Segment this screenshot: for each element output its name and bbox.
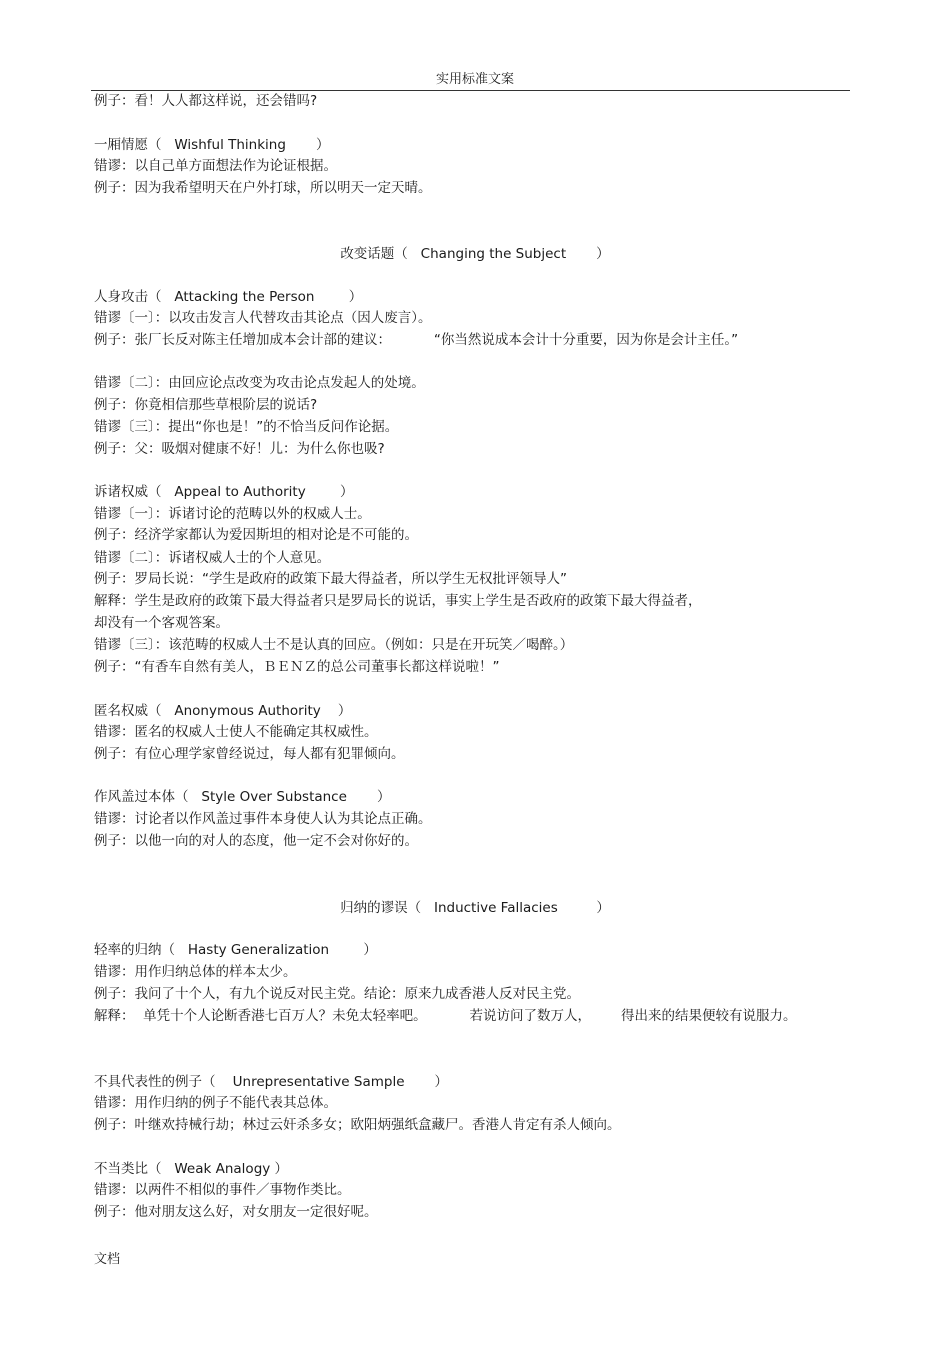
- text-line: 例子：有位心理学家曾经说过，每人都有犯罪倾向。: [94, 746, 405, 762]
- text-line: 例子：因为我希望明天在户外打球，所以明天一定天晴。: [94, 180, 432, 196]
- text-line: 例子：父：吸烟对健康不好！儿：为什么你也吸?: [94, 441, 385, 457]
- page-header: 实用标准文案: [435, 72, 514, 87]
- page-footer: 文档: [94, 1252, 121, 1267]
- text-line: 错谬：以自己单方面想法作为论证根据。: [94, 158, 337, 174]
- text-line: 错谬：用作归纳总体的样本太少。: [94, 964, 297, 980]
- text-line: 错谬〔二〕：由回应论点改变为攻击论点发起人的处境。: [94, 375, 425, 391]
- chapter-heading: 改变话题（ Changing the Subject ）: [340, 246, 610, 262]
- section-heading: 轻率的归纳（ Hasty Generalization ）: [94, 942, 377, 958]
- text-line: 错谬：匿名的权威人士使人不能确定其权威性。: [94, 724, 378, 740]
- text-line: 例子：他对朋友这么好，对女朋友一定很好呢。: [94, 1204, 378, 1220]
- text-line: 解释：学生是政府的政策下最大得益者只是罗局长的说话，事实上学生是否政府的政策下最大得益者，: [94, 593, 702, 609]
- header-divider: [91, 90, 850, 91]
- section-heading: 一厢情愿（ Wishful Thinking ）: [94, 137, 330, 153]
- text-line: 例子：看！人人都这样说，还会错吗?: [94, 93, 318, 109]
- text-line: 例子：我问了十个人，有九个说反对民主党。结论：原来九成香港人反对民主党。: [94, 986, 580, 1002]
- text-line: 例子：以他一向的对人的态度，他一定不会对你好的。: [94, 833, 418, 849]
- text-line: 错谬：讨论者以作风盖过事件本身使人认为其论点正确。: [94, 811, 432, 827]
- text-line: 例子：叶继欢持械行劫；林过云奸杀多女；欧阳炳强纸盒藏尸。香港人肯定有杀人倾向。: [94, 1117, 621, 1133]
- text-line: 例子：张厂长反对陈主任增加成本会计部的建议： “你当然说成本会计十分重要，因为你是会计主任。”: [94, 332, 739, 348]
- text-line: 解释： 单凭十个人论断香港七百万人？未免太轻率吧。 若说访问了数万人， 得出来的结果便较有说服力。: [94, 1008, 797, 1024]
- section-heading: 人身攻击（ Attacking the Person ）: [94, 289, 363, 305]
- text-line: 例子：罗局长说：“学生是政府的政策下最大得益者，所以学生无权批评领导人”: [94, 571, 567, 587]
- section-heading: 作风盖过本体（ Style Over Substance ）: [94, 789, 391, 805]
- text-line: 错谬〔三〕：提出“你也是！”的不恰当反问作论据。: [94, 419, 399, 435]
- text-line: 例子：你竟相信那些草根阶层的说话?: [94, 397, 318, 413]
- section-heading: 不具代表性的例子（ Unrepresentative Sample ）: [94, 1074, 449, 1090]
- text-line: 错谬〔一〕：诉诸讨论的范畴以外的权威人士。: [94, 506, 371, 522]
- text-line: 例子：“有香车自然有美人，ＢＥＮＺ的总公司董事长都这样说啦！”: [94, 659, 500, 675]
- text-line: 错谬〔二〕：诉诸权威人士的个人意见。: [94, 550, 331, 566]
- text-line: 错谬：用作归纳的例子不能代表其总体。: [94, 1095, 337, 1111]
- section-heading: 匿名权威（ Anonymous Authority ）: [94, 703, 352, 719]
- chapter-heading: 归纳的谬误（ Inductive Fallacies ）: [340, 900, 610, 916]
- text-line: 错谬〔一〕：以攻击发言人代替攻击其论点（因人废言）。: [94, 310, 432, 326]
- section-heading: 诉诸权威（ Appeal to Authority ）: [94, 484, 354, 500]
- text-line: 例子：经济学家都认为爱因斯坦的相对论是不可能的。: [94, 527, 418, 543]
- text-line: 错谬〔三〕：该范畴的权威人士不是认真的回应。（例如：只是在开玩笑／喝醉。）: [94, 637, 574, 653]
- text-line: 错谬：以两件不相似的事件／事物作类比。: [94, 1182, 351, 1198]
- section-heading: 不当类比（ Weak Analogy ）: [94, 1161, 289, 1177]
- text-line: 却没有一个客观答案。: [94, 615, 229, 631]
